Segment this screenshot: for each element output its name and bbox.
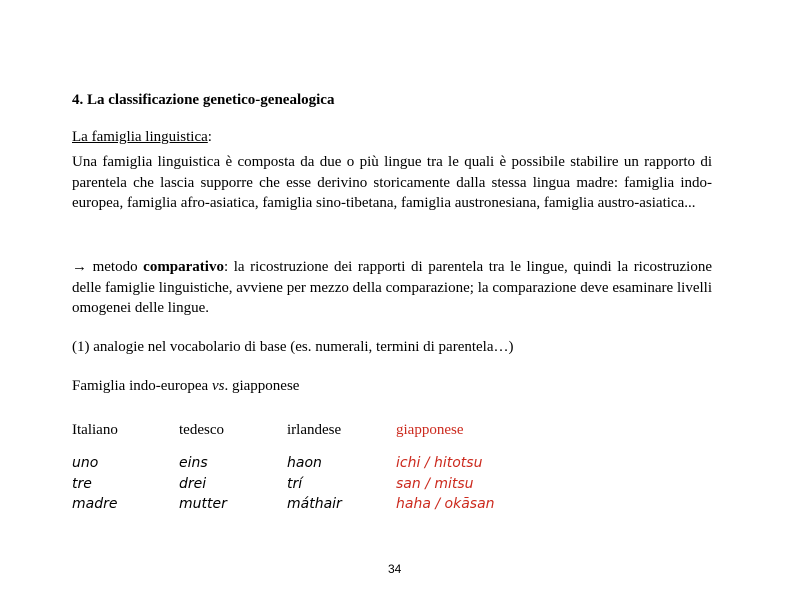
table-cell: haha / okāsan [396, 496, 495, 512]
comparison-vs: vs [211, 378, 225, 394]
comparison-heading [72, 376, 712, 397]
method-prefix: metodo [87, 259, 144, 275]
method-text: : la ricostruzione dei rapporti di parentela tra le lingue, quindi la ricostruzione delle famiglie linguistiche, avviene per mezzo della comparazione; la comparazione deve esaminare livelli omogenei delle lingue. [72, 259, 712, 316]
table-column-italiano [72, 453, 117, 515]
comparison-right: . giapponese [224, 378, 300, 394]
point-1: (1) analogie nel vocabolario di base (es. numerali, termini di parentela…) [72, 339, 514, 355]
table-column-tedesco [179, 453, 227, 515]
arrow-icon: → [72, 259, 87, 275]
section-title: 4. La classificazione genetico-genealogica [72, 92, 335, 108]
table-header-tedesco: tedesco [179, 422, 224, 438]
table-cell: haon [287, 455, 322, 471]
table-cell: mutter [179, 496, 227, 512]
table-column-giapponese [396, 453, 495, 515]
comparison-left: Famiglia indo-europea [72, 378, 212, 394]
table-header-giapponese: giapponese [396, 422, 464, 438]
table-cell: ichi / hitotsu [396, 455, 483, 471]
page-number: 34 [388, 562, 402, 576]
table-cell: drei [179, 475, 207, 492]
table-cell: madre [72, 496, 118, 512]
method-keyword: comparativo [143, 259, 224, 275]
table-cell: trí [287, 475, 303, 492]
table-cell: máthair [287, 496, 342, 512]
table-cell: uno [72, 455, 99, 471]
definition-heading [72, 127, 712, 148]
table-column-irlandese [287, 453, 342, 515]
table-header-irlandese: irlandese [287, 422, 342, 438]
definition-colon: : [207, 129, 212, 145]
method-paragraph [72, 257, 712, 319]
definition-text: Una famiglia linguistica è composta da due o più lingue tra le quali è possibile stabilire un rapporto di parentela che lascia supporre che esse derivino storicamente dalla stessa lingua madre: famiglia indo-europea, famiglia afro-asiatica, famiglia sino-tibetana, famiglia austronesiana, famiglia austro-asiatica... [72, 154, 712, 211]
definition-term: La famiglia linguistica [72, 129, 208, 145]
table-cell: tre [72, 475, 92, 492]
table-header-italiano: Italiano [72, 422, 118, 438]
table-cell: san / mitsu [396, 475, 474, 492]
table-cell: eins [179, 455, 208, 471]
